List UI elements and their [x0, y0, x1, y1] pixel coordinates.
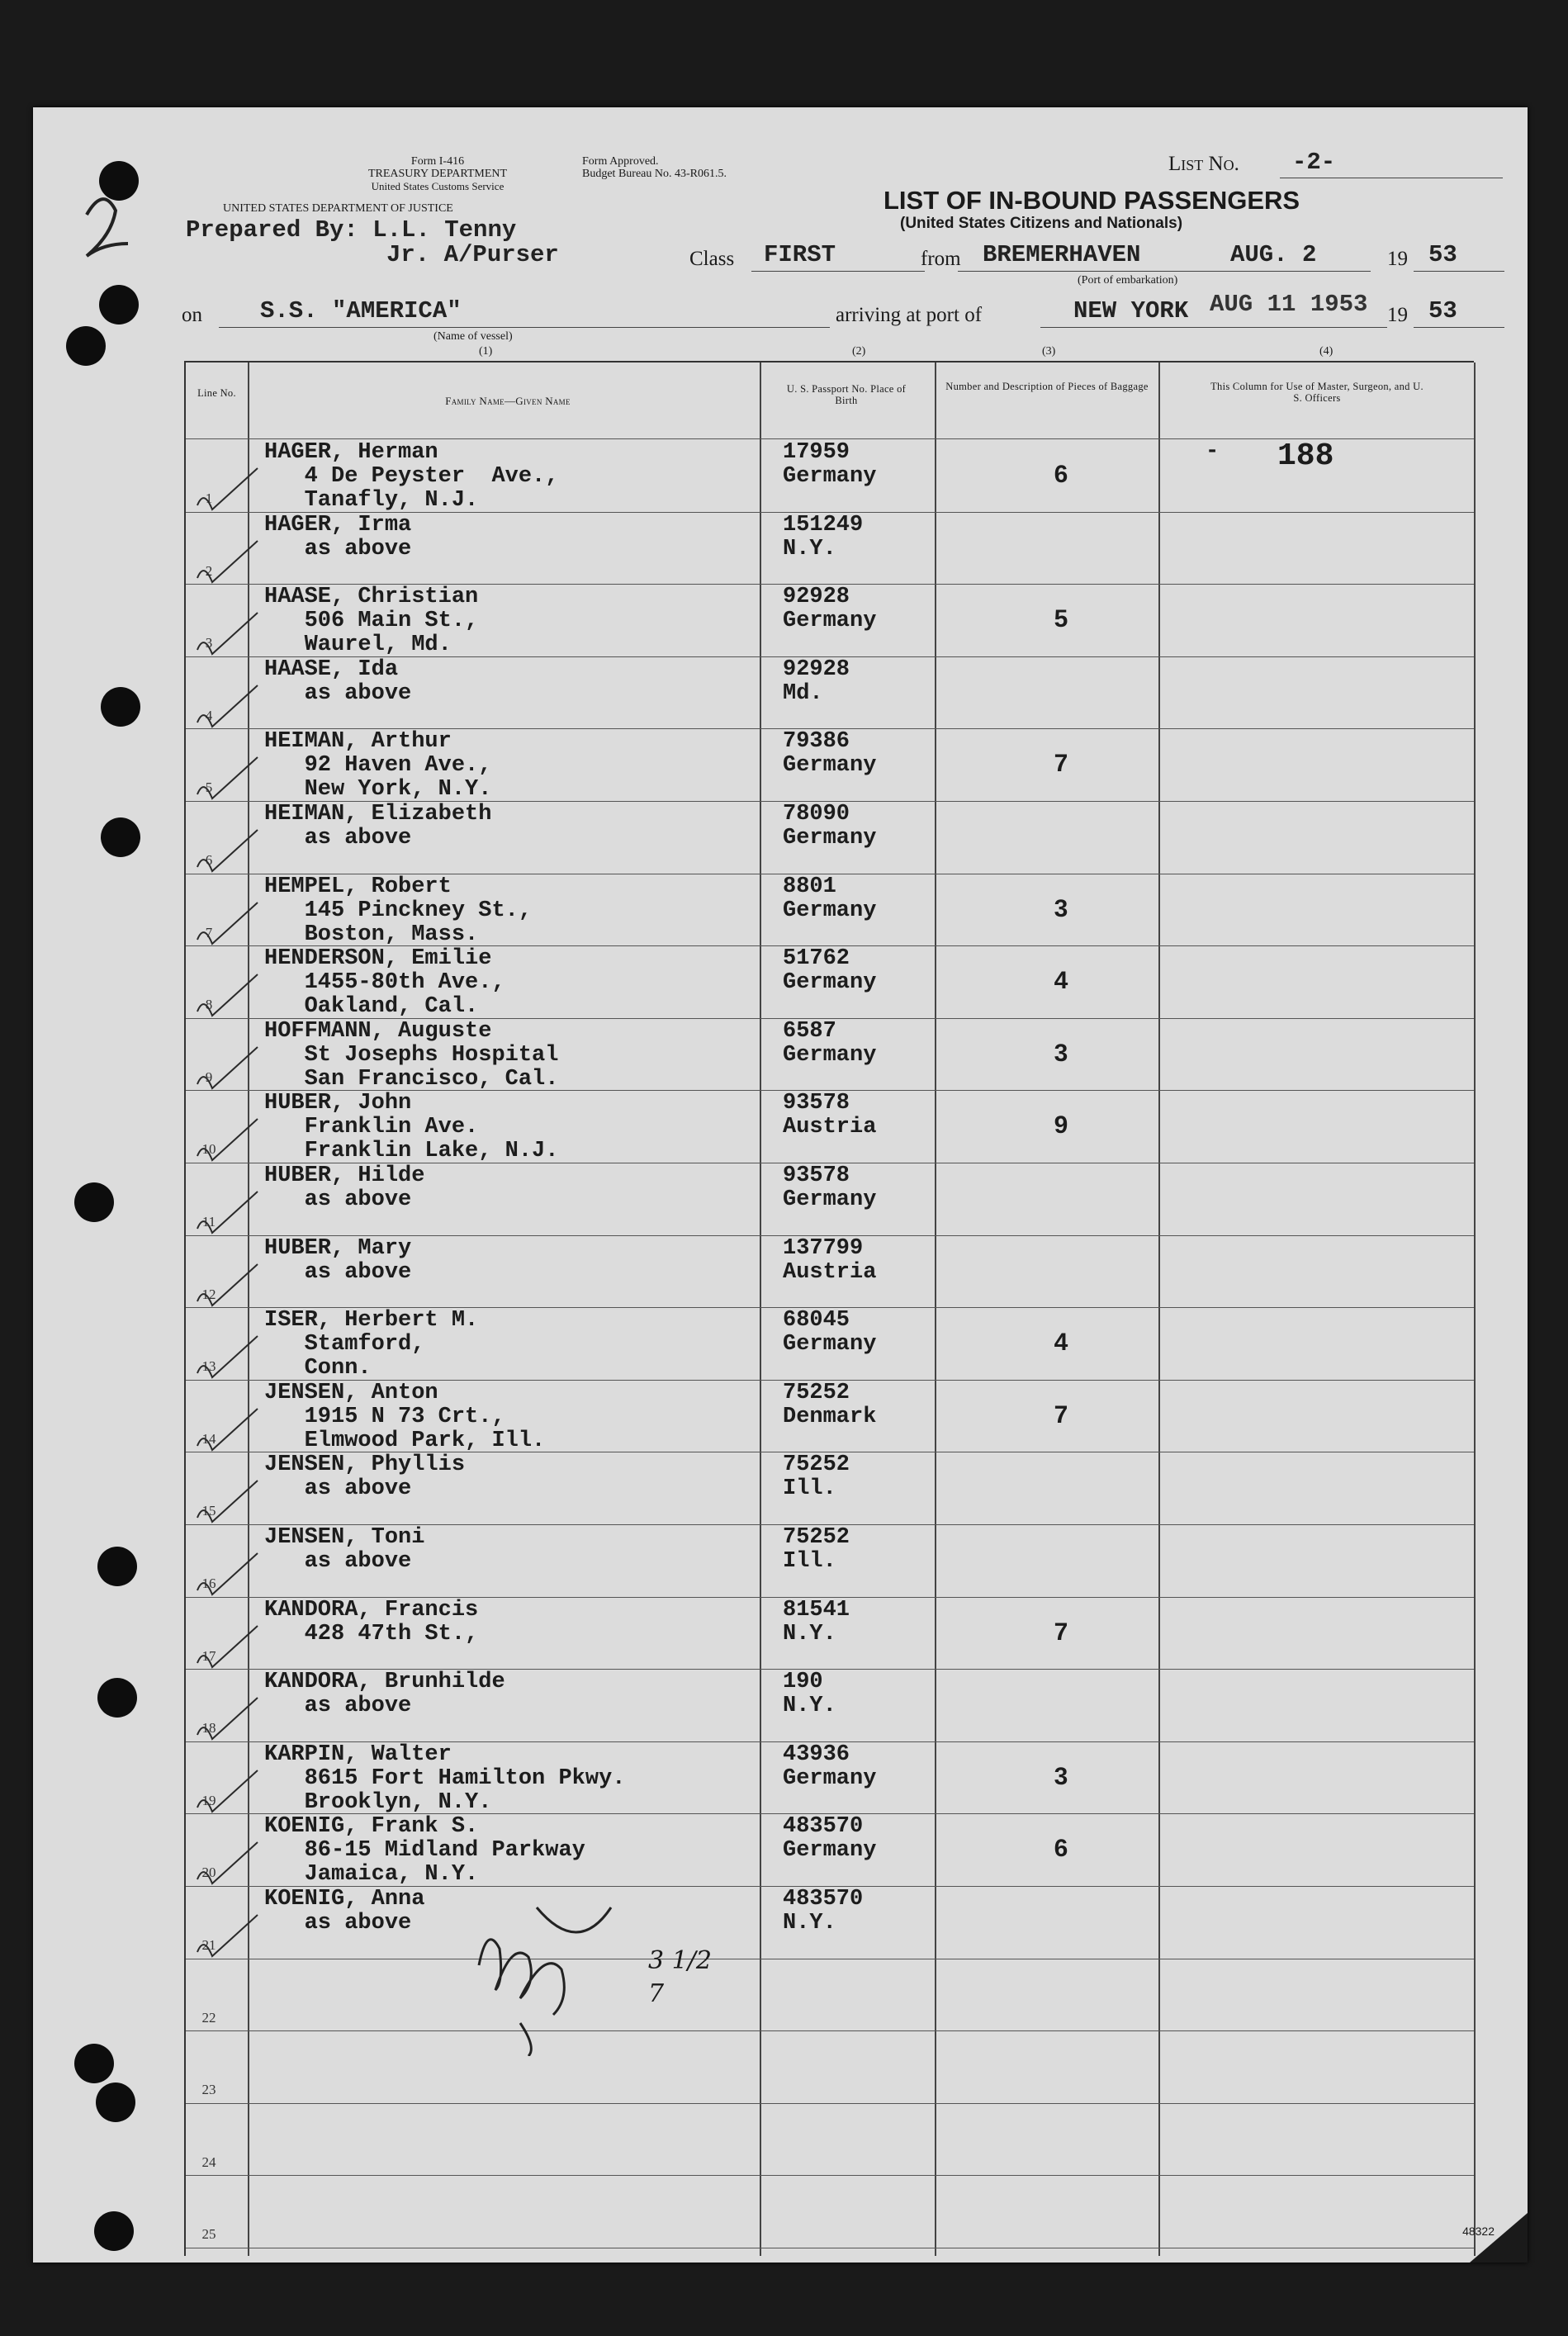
passenger-name: HOFFMANN, Auguste St Josephs Hospital San Francisco, Cal.	[264, 1018, 559, 1092]
dept-treasury: TREASURY DEPARTMENT	[367, 168, 508, 180]
line-number: 13	[201, 1358, 216, 1375]
punch-hole	[96, 2082, 135, 2122]
punch-hole	[97, 1547, 137, 1586]
class-value: FIRST	[764, 241, 836, 268]
passport-birthplace: 17959 Germany	[783, 440, 877, 489]
table-row	[186, 801, 1474, 873]
vessel-name: S.S. "AMERICA"	[260, 297, 462, 325]
baggage-count: 7	[1054, 1400, 1068, 1429]
table-row	[186, 656, 1474, 728]
arriving-label: arriving at port of	[836, 304, 983, 326]
passport-birthplace: 151249 N.Y.	[783, 512, 864, 561]
list-no-value: -2-	[1292, 149, 1336, 176]
baggage-count: 3	[1054, 894, 1068, 922]
dept-justice: UNITED STATES DEPARTMENT OF JUSTICE	[223, 202, 453, 215]
col-num-2: (2)	[852, 345, 866, 358]
passport-birthplace: 137799 Austria	[783, 1235, 877, 1285]
check-mark-icon	[196, 1549, 262, 1599]
on-label: on	[182, 304, 202, 326]
table-row	[186, 945, 1474, 1020]
check-mark-icon	[196, 753, 262, 803]
line-number: 20	[201, 1865, 216, 1881]
passport-birthplace: 92928 Md.	[783, 656, 850, 706]
line-number: 16	[201, 1575, 216, 1591]
form-approved: Form Approved.	[582, 155, 659, 168]
prepared-by-title: Jr. A/Purser	[386, 241, 559, 268]
line-number: 19	[201, 1792, 216, 1808]
form-code: 48322	[1462, 2225, 1495, 2238]
line-number: 21	[201, 1937, 216, 1953]
passport-birthplace: 190 N.Y.	[783, 1670, 836, 1719]
table-row	[186, 1886, 1474, 1958]
table-row	[186, 1597, 1474, 1669]
passenger-name: HAASE, Ida as above	[264, 656, 412, 706]
table-row	[186, 1524, 1474, 1596]
punch-hole	[97, 1678, 137, 1718]
arrival-port: NEW YORK	[1073, 297, 1189, 325]
passenger-name: JENSEN, Toni as above	[264, 1525, 425, 1574]
check-mark-icon	[196, 1260, 262, 1310]
check-mark-icon	[196, 464, 262, 514]
line-number: 2	[205, 562, 213, 579]
table-row	[186, 1307, 1474, 1379]
punch-hole	[99, 161, 139, 201]
table-row	[186, 1163, 1474, 1234]
baggage-count: 4	[1054, 967, 1068, 995]
check-mark-icon	[196, 970, 262, 1020]
check-mark-icon	[196, 681, 262, 731]
table-row	[186, 2103, 1474, 2175]
check-mark-icon	[196, 1911, 262, 1960]
passenger-name: KANDORA, Francis 428 47th St.,	[264, 1597, 479, 1647]
vessel-caption: (Name of vessel)	[433, 330, 513, 343]
punch-hole	[74, 1182, 114, 1222]
arrival-year-prefix: 19	[1387, 304, 1408, 326]
check-mark-icon	[196, 1043, 262, 1092]
table-row	[186, 1452, 1474, 1523]
table-row	[186, 1380, 1474, 1452]
check-mark-icon	[196, 1187, 262, 1237]
arrival-date-stamp: AUG 11 1953	[1210, 291, 1368, 318]
baggage-count: 3	[1054, 1762, 1068, 1790]
baggage-count: 5	[1054, 605, 1068, 633]
check-mark-icon	[196, 1115, 262, 1164]
form-number: Form I-416	[410, 155, 465, 168]
table-row	[186, 874, 1474, 945]
line-number: 9	[205, 1068, 213, 1085]
class-label: Class	[689, 248, 735, 270]
embarkation-date: AUG. 2	[1230, 241, 1317, 268]
from-label: from	[921, 248, 961, 270]
document-page	[33, 107, 1528, 2263]
col-header-name: Family Name—Given Name	[445, 395, 571, 407]
passenger-name: HENDERSON, Emilie 1455-80th Ave., Oakland, Cal.	[264, 946, 505, 1020]
col-num-1: (1)	[479, 345, 493, 358]
line-number: 4	[205, 707, 213, 723]
passenger-name: HAGER, Irma as above	[264, 512, 412, 561]
check-mark-icon	[196, 826, 262, 875]
handwritten-note: 3 1/2 7	[648, 1946, 712, 2008]
port-caption: (Port of embarkation)	[1078, 274, 1178, 287]
table-row	[186, 584, 1474, 656]
passenger-name: HUBER, Mary as above	[264, 1235, 412, 1285]
passport-birthplace: 78090 Germany	[783, 802, 877, 851]
passport-birthplace: 51762 Germany	[783, 946, 877, 996]
passport-birthplace: 6587 Germany	[783, 1018, 877, 1068]
col-header-officers: This Column for Use of Master, Surgeon, and U. S. Officers	[1210, 381, 1424, 404]
passport-birthplace: 93578 Germany	[783, 1163, 877, 1212]
dept-customs: United States Customs Service	[371, 180, 505, 192]
passenger-name: JENSEN, Phyllis as above	[264, 1452, 466, 1502]
check-mark-icon	[196, 1622, 262, 1671]
passport-birthplace: 8801 Germany	[783, 874, 877, 923]
punch-hole	[94, 2211, 134, 2251]
table-row	[186, 2175, 1474, 2247]
check-mark-icon	[196, 609, 262, 658]
passenger-name: HEIMAN, Elizabeth as above	[264, 802, 492, 851]
line-number: 17	[201, 1647, 216, 1664]
line-number: 10	[201, 1141, 216, 1158]
check-mark-icon	[196, 1476, 262, 1526]
check-mark-icon	[196, 1694, 262, 1743]
col-num-3: (3)	[1042, 345, 1056, 358]
budget-bureau: Budget Bureau No. 43-R061.5.	[582, 168, 727, 180]
check-mark-icon	[196, 537, 262, 586]
line-number: 1	[205, 490, 213, 506]
punch-hole	[74, 2044, 114, 2083]
punch-hole	[99, 285, 139, 325]
table-row	[186, 1813, 1474, 1888]
year-prefix: 19	[1387, 248, 1408, 270]
baggage-count: 7	[1054, 750, 1068, 778]
list-no-label: List No.	[1168, 153, 1239, 175]
passenger-name: KANDORA, Brunhilde as above	[264, 1670, 505, 1719]
table-row	[186, 1018, 1474, 1090]
baggage-count: 3	[1054, 1039, 1068, 1067]
punch-hole	[101, 687, 140, 727]
passenger-table	[184, 361, 1474, 2256]
passenger-name: HAASE, Christian 506 Main St., Waurel, Md.	[264, 585, 479, 658]
baggage-count: 6	[1054, 461, 1068, 488]
line-number: 24	[201, 2154, 216, 2170]
baggage-count: 4	[1054, 1329, 1068, 1357]
col-header-line: Line No.	[197, 387, 236, 399]
officer-note: 188	[1277, 438, 1334, 474]
line-number: 5	[205, 779, 213, 796]
line-number: 15	[201, 1503, 216, 1519]
check-mark-icon	[196, 1766, 262, 1816]
table-row	[186, 1090, 1474, 1162]
passport-birthplace: 81541 N.Y.	[783, 1597, 850, 1647]
baggage-count: 6	[1054, 1835, 1068, 1863]
col-num-4: (4)	[1319, 345, 1334, 358]
page-subtitle: (United States Citizens and Nationals)	[900, 215, 1183, 232]
punch-hole	[66, 326, 106, 366]
punch-hole	[101, 817, 140, 857]
passenger-name: KOENIG, Frank S. 86-15 Midland Parkway Jamaica, N.Y.	[264, 1814, 585, 1888]
col-header-passport: U. S. Passport No. Place of Birth	[786, 383, 907, 406]
check-mark-icon	[196, 1405, 262, 1454]
col-header-baggage: Number and Description of Pieces of Baggage	[945, 381, 1149, 392]
officer-dash: -	[1206, 439, 1220, 464]
check-mark-icon	[196, 898, 262, 948]
arrival-year: 53	[1428, 297, 1457, 325]
line-number: 18	[201, 1720, 216, 1737]
table-row	[186, 1235, 1474, 1307]
line-number: 25	[201, 2226, 216, 2243]
line-number: 8	[205, 997, 213, 1013]
passenger-name: JENSEN, Anton 1915 N 73 Crt., Elmwood Park, Ill.	[264, 1380, 546, 1453]
table-row	[186, 439, 1474, 511]
passenger-name: HEMPEL, Robert 145 Pinckney St., Boston, Mass.	[264, 874, 533, 947]
line-number: 3	[205, 635, 213, 652]
table-row	[186, 728, 1474, 803]
table-row	[186, 1669, 1474, 1741]
passenger-name: KOENIG, Anna as above	[264, 1887, 425, 1936]
passport-birthplace: 92928 Germany	[783, 585, 877, 634]
line-number: 11	[201, 1214, 216, 1230]
passport-birthplace: 483570 N.Y.	[783, 1887, 864, 1936]
passenger-name: ISER, Herbert M. Stamford, Conn.	[264, 1308, 479, 1381]
line-number: 14	[201, 1430, 216, 1447]
prepared-by: Prepared By: L.L. Tenny	[186, 216, 517, 244]
passport-birthplace: 68045 Germany	[783, 1308, 877, 1358]
port-embarkation: BREMERHAVEN	[983, 241, 1141, 268]
year-value: 53	[1428, 241, 1457, 268]
check-mark-icon	[196, 1838, 262, 1888]
passenger-name: HEIMAN, Arthur 92 Haven Ave., New York, N.Y.	[264, 729, 492, 803]
line-number: 7	[205, 924, 213, 941]
baggage-count: 7	[1054, 1618, 1068, 1646]
passenger-name: HAGER, Herman 4 De Peyster Ave., Tanafly, N.J.	[264, 440, 559, 513]
passport-birthplace: 75252 Ill.	[783, 1525, 850, 1574]
passenger-name: KARPIN, Walter 8615 Fort Hamilton Pkwy. Brooklyn, N.Y.	[264, 1741, 626, 1815]
table-row	[186, 512, 1474, 584]
page-title: LIST OF IN-BOUND PASSENGERS	[883, 186, 1300, 215]
passport-birthplace: 75252 Denmark	[783, 1380, 877, 1429]
line-number: 6	[205, 852, 213, 868]
passenger-name: HUBER, John Franklin Ave. Franklin Lake, N.J.	[264, 1091, 559, 1164]
passport-birthplace: 483570 Germany	[783, 1814, 877, 1864]
table-row	[186, 1959, 1474, 2030]
line-number: 22	[201, 2009, 216, 2026]
table-row	[186, 2030, 1474, 2102]
baggage-count: 9	[1054, 1111, 1068, 1140]
check-mark-icon	[196, 1332, 262, 1381]
passport-birthplace: 43936 Germany	[783, 1741, 877, 1791]
passport-birthplace: 75252 Ill.	[783, 1452, 850, 1502]
passenger-name: HUBER, Hilde as above	[264, 1163, 425, 1212]
line-number: 23	[201, 2082, 216, 2098]
passport-birthplace: 93578 Austria	[783, 1091, 877, 1140]
table-row	[186, 1741, 1474, 1813]
line-number: 12	[201, 1286, 216, 1302]
passport-birthplace: 79386 Germany	[783, 729, 877, 779]
form-header-treasury	[351, 155, 524, 192]
